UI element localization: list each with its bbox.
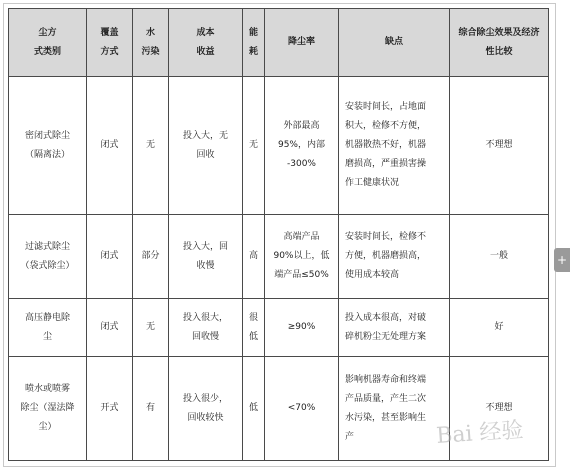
cell-water: 有 <box>133 357 169 461</box>
table-row <box>9 77 549 215</box>
cell-cover: 闭式 <box>87 299 133 357</box>
dust-removal-comparison-table <box>8 8 549 461</box>
cell-category: 过滤式除尘 （袋式除尘） <box>9 215 87 299</box>
cell-rate: 高端产品 90%以上，低 端产品≤50% <box>265 215 339 299</box>
table-row <box>9 357 549 461</box>
plus-icon: + <box>556 253 568 267</box>
cell-energy: 很低 <box>243 299 265 357</box>
cell-water: 无 <box>133 77 169 215</box>
cell-water: 无 <box>133 299 169 357</box>
cell-cover: 闭式 <box>87 215 133 299</box>
cell-overall: 好 <box>450 299 549 357</box>
header-rate: 降尘率 <box>265 9 339 77</box>
cell-water: 部分 <box>133 215 169 299</box>
header-cost: 成本 收益 <box>169 9 243 77</box>
cell-cost: 投入很少， 回收较快 <box>169 357 243 461</box>
cell-disadvantage: 安装时间长，占地面 积大，检修不方便， 机器散热不好，机器 磨损高，严重损害操 作工健康状况 <box>339 77 450 215</box>
table-row <box>9 299 549 357</box>
watermark-text: Bai 经验 <box>435 417 525 450</box>
expand-side-button[interactable] <box>554 248 570 272</box>
cell-energy: 低 <box>243 357 265 461</box>
cell-overall: 不理想 <box>450 77 549 215</box>
header-cover: 覆盖 方式 <box>87 9 133 77</box>
header-water: 水 污染 <box>133 9 169 77</box>
document-frame <box>3 3 556 467</box>
table-header-row <box>9 9 549 77</box>
cell-overall: 一般 <box>450 215 549 299</box>
header-category: 尘方 式类别 <box>9 9 87 77</box>
cell-disadvantage: 投入成本很高，对破 碎机粉尘无处理方案 <box>339 299 450 357</box>
cell-rate: ≥90% <box>265 299 339 357</box>
cell-overall: 不理想 <box>450 357 549 461</box>
header-disadvantage: 缺点 <box>339 9 450 77</box>
cell-category: 高压静电除 尘 <box>9 299 87 357</box>
cell-rate: <70% <box>265 357 339 461</box>
cell-cover: 开式 <box>87 357 133 461</box>
cell-cost: 投入很大， 回收慢 <box>169 299 243 357</box>
cell-disadvantage: 影响机器寿命和终端 产品质量，产生二次 水污染，甚至影响生 产 <box>339 357 450 461</box>
cell-energy: 高 <box>243 215 265 299</box>
cell-category: 密闭式除尘 （隔离法） <box>9 77 87 215</box>
cell-energy: 无 <box>243 77 265 215</box>
cell-cover: 闭式 <box>87 77 133 215</box>
table-row <box>9 215 549 299</box>
cell-cost: 投入大，无 回收 <box>169 77 243 215</box>
cell-category: 喷水或喷雾 除尘（湿法降 尘） <box>9 357 87 461</box>
cell-rate: 外部最高 95%，内部 -300% <box>265 77 339 215</box>
cell-cost: 投入大，回 收慢 <box>169 215 243 299</box>
header-overall: 综合除尘效果及经济 性比较 <box>450 9 549 77</box>
header-energy: 能耗 <box>243 9 265 77</box>
cell-disadvantage: 安装时间长，检修不 方便，机器磨损高， 使用成本较高 <box>339 215 450 299</box>
